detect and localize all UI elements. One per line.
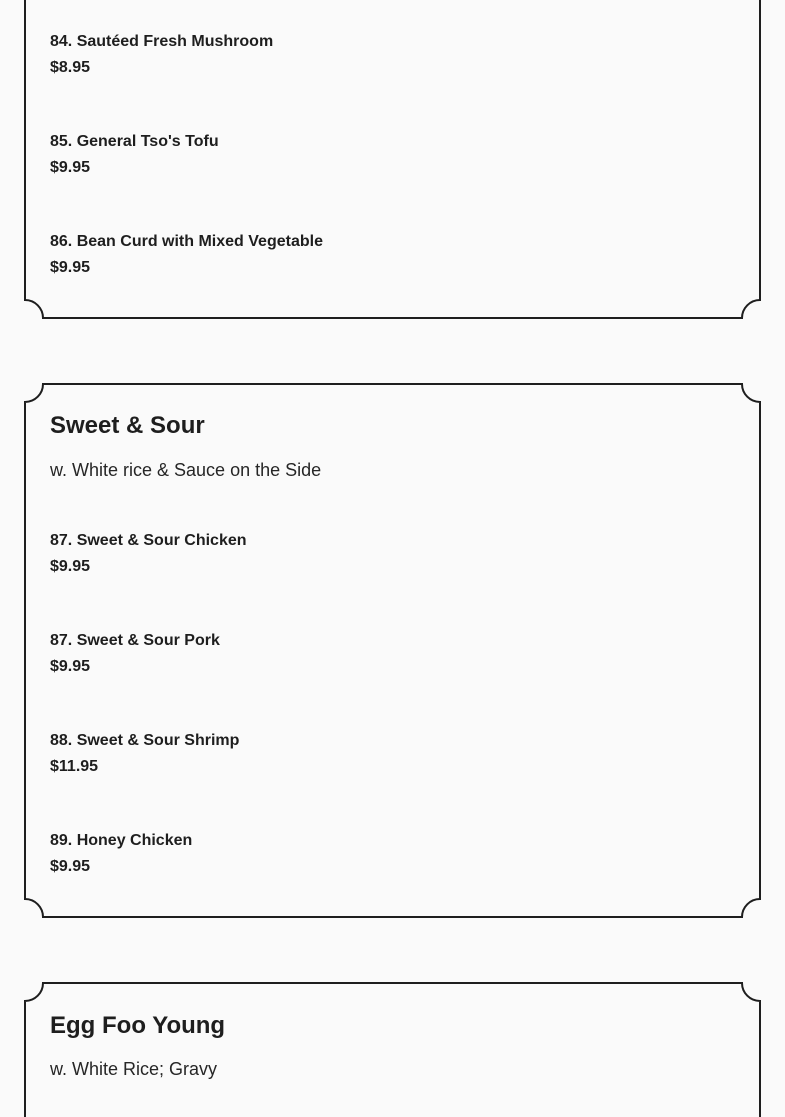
menu-section-card	[24, 0, 761, 320]
section-title: Sweet & Sour	[50, 412, 205, 439]
menu-item-price: $11.95	[50, 758, 99, 775]
menu-item-price: $9.95	[50, 858, 91, 875]
menu-item-price: $9.95	[50, 259, 91, 276]
section-subtitle: w. White rice & Sauce on the Side	[50, 460, 322, 480]
menu-item-price: $8.95	[50, 59, 91, 76]
menu-item-name: 86. Bean Curd with Mixed Vegetable	[50, 233, 323, 250]
menu-item[interactable]	[50, 831, 650, 887]
menu-item[interactable]	[50, 731, 650, 787]
section-title: Egg Foo Young	[50, 1012, 226, 1039]
menu-item[interactable]	[50, 232, 650, 288]
menu-item[interactable]	[50, 132, 650, 188]
menu-item-price: $9.95	[50, 658, 91, 675]
menu-item-name: 84. Sautéed Fresh Mushroom	[50, 33, 274, 50]
menu-item-name: 85. General Tso's Tofu	[50, 133, 219, 150]
menu-section-card	[24, 982, 761, 1117]
menu-item-name: 88. Sweet & Sour Shrimp	[50, 732, 240, 749]
menu-item-name: 89. Honey Chicken	[50, 832, 193, 849]
menu-item-name: 87. Sweet & Sour Pork	[50, 632, 220, 649]
section-subtitle: w. White Rice; Gravy	[50, 1059, 218, 1079]
menu-section-card	[24, 383, 761, 918]
menu-item[interactable]	[50, 631, 650, 687]
menu-item-price: $9.95	[50, 159, 91, 176]
menu-item-name: 87. Sweet & Sour Chicken	[50, 532, 247, 549]
menu-item-price: $9.95	[50, 558, 91, 575]
menu-item[interactable]	[50, 32, 650, 88]
menu-item[interactable]	[50, 531, 650, 587]
